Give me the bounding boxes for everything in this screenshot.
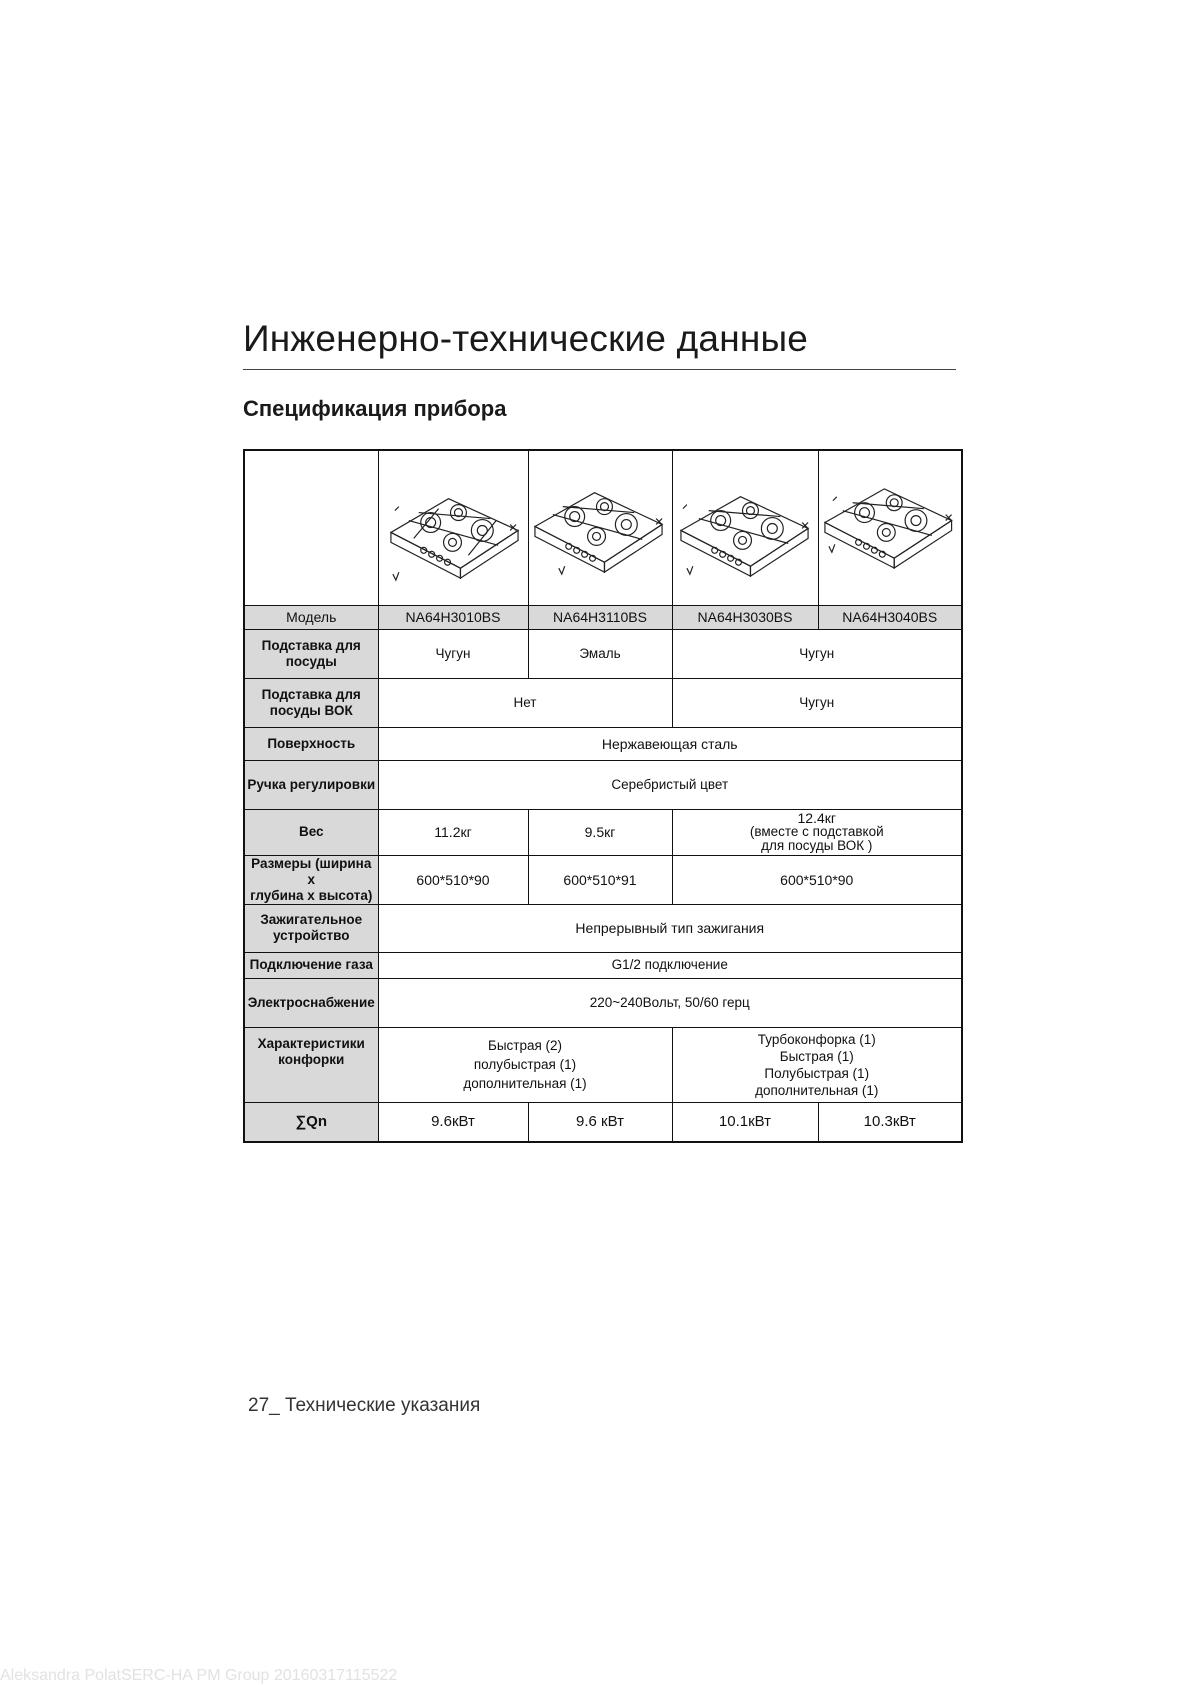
power-supply-label: Электроснабжение (244, 978, 378, 1027)
pan-support-row (244, 629, 962, 678)
burners-label: Характеристики конфорки (244, 1027, 378, 1102)
wok-support-label: Подставка для посуды ВОК (244, 678, 378, 727)
gas-hob-drawing-icon (379, 451, 528, 605)
hob-image-na64h3040bs (818, 450, 962, 605)
knob-label: Ручка регулировки (244, 760, 378, 809)
total-power-value: 9.6кВт (378, 1102, 528, 1142)
dimensions-value: 600*510*90 (378, 855, 528, 904)
pan-support-value: Чугун (378, 629, 528, 678)
knob-row (244, 760, 962, 809)
total-power-value: 10.1кВт (672, 1102, 818, 1142)
burners-value-left: Быстрая (2) полубыстрая (1) дополнительная (1) (378, 1027, 672, 1102)
pan-support-label: Подставка для посуды (244, 629, 378, 678)
surface-row (244, 727, 962, 760)
surface-label: Поверхность (244, 727, 378, 760)
burners-row (244, 1027, 962, 1102)
gas-hob-drawing-icon (529, 451, 672, 605)
section-title: Спецификация прибора (243, 396, 507, 421)
surface-value: Нержавеющая сталь (378, 727, 962, 760)
hob-image-na64h3030bs (672, 450, 818, 605)
image-row-blank-cell (244, 450, 378, 605)
total-power-value: 9.6 кВт (528, 1102, 672, 1142)
page-footer: 27_ Технические указания (248, 1395, 481, 1416)
model-na64h3040bs: NA64H3040BS (818, 605, 962, 629)
dimensions-label: Размеры (ширина х глубина х высота) (244, 855, 378, 904)
wok-support-value: Чугун (672, 678, 962, 727)
image-row (244, 450, 962, 605)
pan-support-value: Эмаль (528, 629, 672, 678)
ignition-label: Зажигательное устройство (244, 904, 378, 952)
dimensions-value: 600*510*90 (672, 855, 962, 904)
ignition-row (244, 904, 962, 952)
weight-value: 11.2кг (378, 809, 528, 855)
watermark: Aleksandra PolatSERC-HA PM Group 20160317115522 (0, 1667, 398, 1684)
wok-support-row (244, 678, 962, 727)
gas-connection-row (244, 952, 962, 978)
spec-table (243, 449, 963, 1143)
total-power-row (244, 1102, 962, 1142)
weight-value-wok: 12.4кг (вместе с подставкой для посуды ВОК ) (672, 809, 962, 855)
power-supply-value: 220~240Вольт, 50/60 герц (378, 978, 962, 1027)
gas-connection-label: Подключение газа (244, 952, 378, 978)
model-label: Модель (244, 605, 378, 629)
gas-connection-value: G1/2 подключение (378, 952, 962, 978)
gas-hob-drawing-icon (819, 451, 962, 605)
hob-image-na64h3110bs (528, 450, 672, 605)
weight-label: Вес (244, 809, 378, 855)
model-na64h3030bs: NA64H3030BS (672, 605, 818, 629)
ignition-value: Непрерывный тип зажигания (378, 904, 962, 952)
knob-value: Серебристый цвет (378, 760, 962, 809)
page-title: Инженерно-технические данные (243, 318, 956, 370)
model-na64h3010bs: NA64H3010BS (378, 605, 528, 629)
weight-value: 9.5кг (528, 809, 672, 855)
hob-image-na64h3010bs (378, 450, 528, 605)
weight-row (244, 809, 962, 855)
dimensions-value: 600*510*91 (528, 855, 672, 904)
total-power-label: ∑Qn (244, 1102, 378, 1142)
wok-support-value: Нет (378, 678, 672, 727)
model-row (244, 605, 962, 629)
dimensions-row (244, 855, 962, 904)
model-na64h3110bs: NA64H3110BS (528, 605, 672, 629)
pan-support-value: Чугун (672, 629, 962, 678)
burners-value-right: Турбоконфорка (1) Быстрая (1) Полубыстрая (1) дополнительная (1) (672, 1027, 962, 1102)
power-supply-row (244, 978, 962, 1027)
gas-hob-drawing-icon (673, 451, 818, 605)
total-power-value: 10.3кВт (818, 1102, 962, 1142)
